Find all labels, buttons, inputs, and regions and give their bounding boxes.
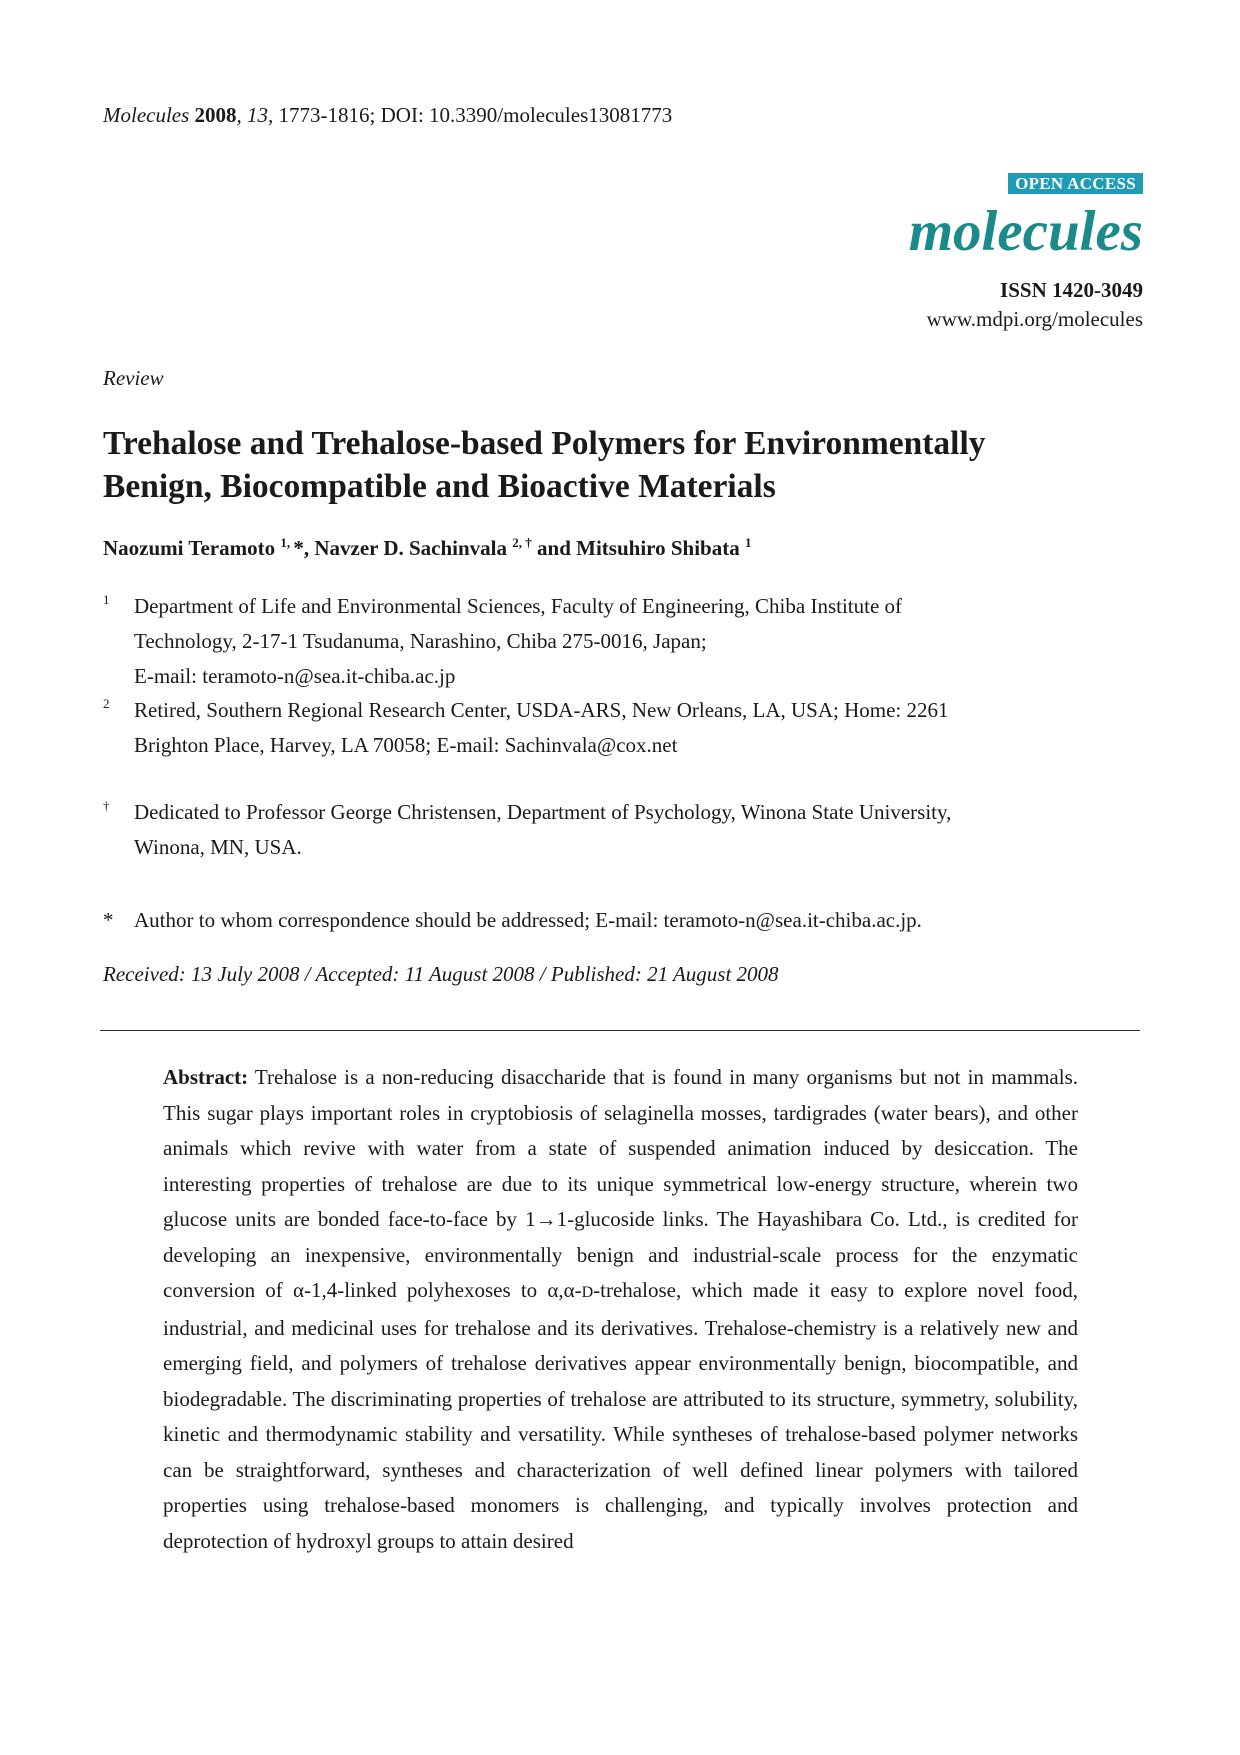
citation-journal: Molecules [103,103,190,127]
open-access-badge: OPEN ACCESS [1008,173,1143,194]
affiliation-line: Department of Life and Environmental Sciences, Faculty of Engineering, Chiba Institute of [134,594,903,618]
correspondence-note [103,903,1143,938]
citation-year: 2008 [194,103,237,127]
abstract-text: Trehalose is a non-reducing disaccharide that is found in many organisms but not in mammals. This sugar plays important roles in cryptobiosis of selaginella mosses, tardigrades (water bears), and other animals which revive with water from a state of suspended animation induced by desiccation. The interesting properties of trehalose are due to its unique symmetrical low-energy structure, wherein two glucose units are bonded face-to-face by 1→1-glucoside links. The Hayashibara Co. Ltd., is credited for developing an inexpensive, environmentally benign and industrial-scale process for the enzymatic conversion of α-1,4-linked polyhexoses to α,α- [163,1065,1078,1302]
author-1-corresponding: *, [293,536,315,560]
publication-dates: Received: 13 July 2008 / Accepted: 11 August 2008 / Published: 21 August 2008 [103,962,779,986]
horizontal-rule [100,1030,1140,1031]
abstract [163,1060,1078,1559]
affiliation-mark: 2 [103,696,110,711]
affiliation-line: Technology, 2-17-1 Tsudanuma, Narashino, Chiba 275-0016, Japan; [134,629,707,653]
dedication-line: Dedicated to Professor George Christensen, Department of Psychology, Winona State University, [134,800,952,824]
author-3-affil: 1 [744,535,752,550]
abstract-smallcap-d: D [581,1284,594,1301]
citation-pages-doi: 1773-1816; DOI: 10.3390/molecules13081773 [273,103,673,127]
affiliation-line: Brighton Place, Harvey, LA 70058; E-mail: Sachinvala@cox.net [134,733,678,757]
affiliation-email[interactable]: E-mail: teramoto-n@sea.it-chiba.ac.jp [134,664,456,688]
author-3: Mitsuhiro Shibata [576,536,740,560]
correspondence-line: Author to whom correspondence should be addressed; E-mail: teramoto-n@sea.it-chiba.ac.jp. [134,908,922,932]
abstract-text-continued: -trehalose, which made it easy to explore novel food, industrial, and medicinal uses for trehalose and its derivatives. Trehalose-chemistry is a relatively new and emerging field, and polymers of trehalose derivatives appear environmentally benign, biocompatible, and biodegradable. The discriminating properties of trehalose are attributed to its structure, symmetry, solubility, kinetic and thermodynamic stability and versatility. While syntheses of trehalose-based polymer networks can be straightforward, syntheses and characterization of well defined linear polymers with tailored properties using trehalose-based monomers is challenging, and typically involves protection and deprotection of hydroxyl groups to attain desired [163,1278,1078,1553]
abstract-label: Abstract: [163,1065,249,1089]
journal-logo: molecules [908,200,1143,263]
author-list [103,536,751,561]
author-1: Naozumi Teramoto [103,536,276,560]
affiliation-line: Retired, Southern Regional Research Center, USDA-ARS, New Orleans, LA, USA; Home: 2261 [134,698,949,722]
title-line-2: Benign, Biocompatible and Bioactive Materials [103,468,776,505]
journal-citation [103,103,672,128]
issn: ISSN 1420-3049 [1000,278,1143,302]
affiliation-2 [103,693,1143,763]
article-title [103,422,1143,508]
affiliation-mark: 1 [103,592,110,607]
dagger-mark: † [103,798,110,813]
author-1-affil: 1, [280,535,294,550]
asterisk-mark: * [103,908,114,932]
dedication-line: Winona, MN, USA. [134,835,302,859]
author-conjunction: and [531,536,577,560]
journal-website[interactable]: www.mdpi.org/molecules [926,307,1143,331]
affiliation-1 [103,589,1143,694]
citation-volume: , 13, [236,103,274,127]
author-2: Navzer D. Sachinvala [314,536,508,560]
title-line-1: Trehalose and Trehalose-based Polymers for Environmentally [103,425,986,462]
dedication-note [103,795,1143,865]
article-type: Review [103,366,164,390]
author-2-affil: 2, † [512,535,532,550]
